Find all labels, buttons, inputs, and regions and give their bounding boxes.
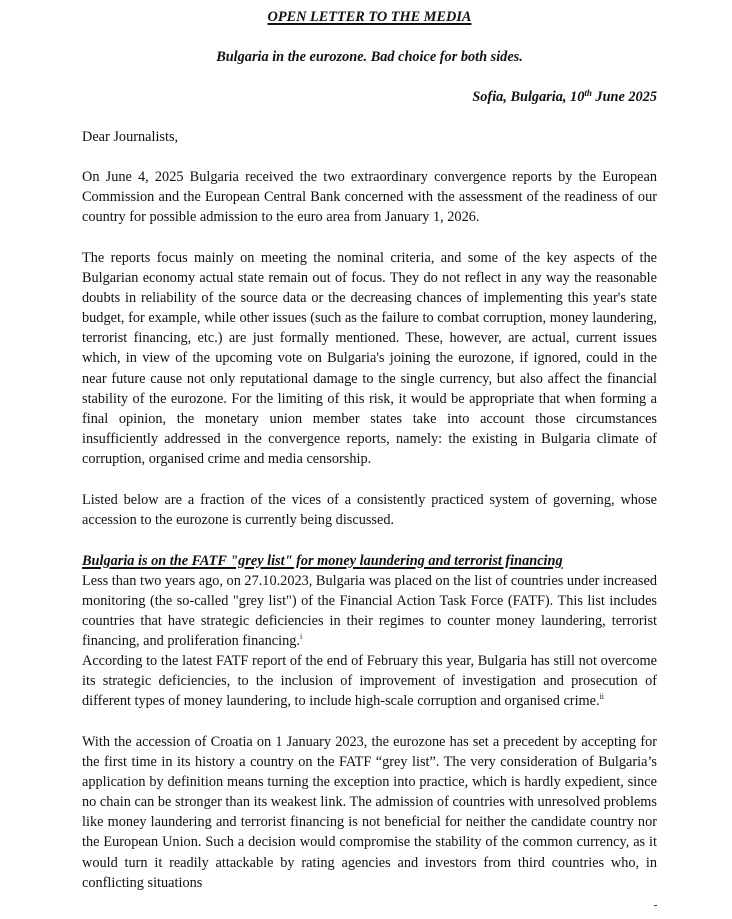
dateline-prefix: Sofia, Bulgaria, 10 xyxy=(472,89,585,105)
paragraph-grey-list-placement xyxy=(82,571,657,651)
document-title: OPEN LETTER TO THE MEDIA xyxy=(267,9,472,25)
paragraph-listed-below: Listed below are a fraction of the vices of a consistently practiced system of governing, whose accession to the eurozone is currently being discussed. xyxy=(82,492,657,529)
paragraph-croatia-precedent xyxy=(82,732,657,893)
section-heading-fatf-grey-list: Bulgaria is on the FATF "grey list" for money laundering and terrorist financing xyxy=(82,553,563,569)
paragraph-text: With the accession of Croatia on 1 January 2023, the eurozone has set a precedent by accepting for the first time in its history a country on the FATF “grey list”. The very consideration of Bulgaria’s application by definition means turning the exception into practice, which is hardly expedient, since no chain can be stronger than its weakest link. The admission of countries with unresolved problems like money laundering and terrorist financing is not beneficial for neither the candidate country nor the European Union. Such a decision would compromise the stability of the common currency, as it would turn it readily attackable by rating agencies and investors from third countries who, in conflicting situations xyxy=(82,734,657,891)
paragraph-text: According to the latest FATF report of the end of February this year, Bulgaria has still not overcome its strategic deficiencies, to the inclusion of improvement of investigation and prosecution of different types of money laundering, to include high-scale corruption and organised crime. xyxy=(82,653,657,710)
dateline-superscript: th xyxy=(584,88,592,98)
document-subtitle: Bulgaria in the eurozone. Bad choice for both sides. xyxy=(216,49,523,65)
dateline-suffix: June 2025 xyxy=(591,89,657,105)
paragraph-convergence-reports: On June 4, 2025 Bulgaria received the two extraordinary convergence reports by the European Commission and the European Central Bank concerned with the assessment of the readiness of our country for possible admission to the euro area from January 1, 2026. xyxy=(82,169,657,226)
paragraph-text: Less than two years ago, on 27.10.2023, Bulgaria was placed on the list of countries under increased monitoring (the so-called "grey list") of the Financial Action Task Force (FATF). This list includes countries that have strategic deficiencies in their regimes to counter money laundering, terrorist financing, and proliferation financing. xyxy=(82,573,657,650)
footnote-ref-i[interactable]: i xyxy=(299,632,303,642)
salutation: Dear Journalists, xyxy=(82,129,179,145)
page-mark xyxy=(654,905,657,906)
footnote-ref-ii[interactable]: ii xyxy=(599,692,605,702)
paragraph-reports-focus: The reports focus mainly on meeting the nominal criteria, and some of the key aspects of the Bulgarian economy actual state remain out of focus. They do not reflect in any way the reasonable doubts in reliability of the source data or the decreasing chances of implementing this year's state budget, for example, while other issues (such as the failure to combat corruption, money laundering, terrorist financing, etc.) are just formally mentioned. These, however, are actual, current issues which, in view of the upcoming vote on Bulgaria's joining the eurozone, if ignored, could in the near future cause not only reputational damage to the single currency, but also affect the financial stability of the eurozone. For the limiting of this risk, it would be appropriate that when forming a final opinion, the monetary union member states take into account those circumstances insufficiently addressed in the convergence reports, namely: the existing in Bulgaria climate of corruption, organised crime and media censorship. xyxy=(82,250,657,467)
paragraph-fatf-report xyxy=(82,651,657,711)
dateline xyxy=(82,87,657,107)
